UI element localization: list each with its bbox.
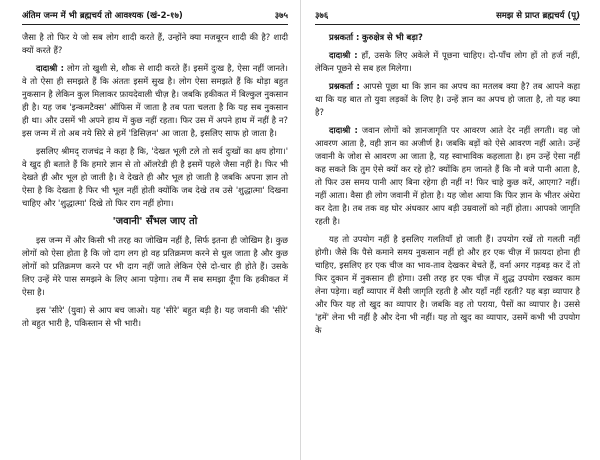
left-running-head: अंतिम जन्म में भी ब्रह्मचर्य तो आवश्यक (खं-2-१७): [22, 10, 183, 21]
paragraph: यह तो उपयोग नहीं है इसलिए गलतियाँ हो जाती हैं। उपयोग रखें तो गलती नहीं होगी। जैसे कि पैसे कमाने समय नुकसान नहीं हो और हर एक चीज़ में फ़ायदा होना ही चाहिए, इसलिए हर एक चीज का भाव-ताव देखकर बेचते हैं, वर्ना अगर गड़बड़ कर दें तो फिर दुकान में नुकसान ही होगा। उसी तरह हर एक चीज़ में शुद्ध उपयोग रखकर काम लेना पड़ेगा। वहाँ व्यापार में वैसी जागृति रहती है और यहाँ नहीं रहती? यह बड़ा व्यापार है और फिर यह तो खुद का व्यापार है। जबकि वह तो पराया, पैसों का व्यापार है। उससे 'हमें' लेना भी नहीं है और देना भी नहीं। यह तो खुद का व्यापार, उसमें कभी भी उपयोग के: [315, 234, 580, 335]
paragraph: इस 'सीरे' (युवा) से आप बच जाओ। यह 'सीरे' बहुत बड़ी है। यह जवानी की 'सीरे' तो बहुत भारी है, पकिस्तान से भी भारी।: [22, 305, 288, 328]
right-body: [315, 31, 580, 337]
paragraph: इस जन्म में और किसी भी तरह का जोखिम नहीं है, सिर्फ इतना ही जोखिम है। कुछ लोगों को ऐसा होता है कि जो दाग लग हो वह प्रतिक्रमण करने से धुल जाता है और कुछ लोगों को प्रतिक्रमण करने पर भी दाग नहीं जाते लेकिन ऐसे दो-चार ही होते हैं। उसके लिए उन्हें मेरे पास समझने के लिए आना पड़ेगा। तब मैं सब समझा दूँगा कि हकीकत में ऐसा है।: [22, 235, 288, 297]
paragraph: दादाश्री : लोग तो खुशी से, शौक से शादी करते हैं। इसमें दुःख है, ऐसा नहीं जानते। वे तो ऐसा ही समझते हैं कि अंततः इसमें सुख है। लोग ऐसा समझते हैं कि थोड़ा बहुत नुकसान है लेकिन कुल मिलाकर फ़ायदेवाली चीज़ है। जबकि हकीकत में बिल्कुल नुकसान ही है। यह जब 'इन्कमटैक्स' ऑफिस में जाता है तब पता चलता है कि यह सब नुकसान ही था। और उसमें भी अपने हाथ में कुछ नहीं रहता। फिर उस में अपने हाथ में नहीं है न? इस जन्म में तो अब नये सिरे से हमें 'डिसिज़न' आ जाता है, इसलिए साफ हो जाता है।: [22, 63, 288, 138]
left-body: [22, 31, 288, 330]
right-running-head: समझ से प्राप्त ब्रह्मचर्य (पू): [496, 10, 580, 21]
right-page-number: ३७६: [315, 10, 329, 21]
left-header-rule: [22, 24, 288, 25]
speaker-label: दादाश्री :: [329, 50, 358, 60]
right-header-rule: [315, 24, 580, 25]
section-heading: 'जवानी' सँभल जाए तो: [112, 216, 198, 227]
right-header: [315, 8, 580, 22]
speaker-label: प्रश्नकर्ता :: [329, 81, 360, 91]
paragraph: जैसा है तो फिर ये जो सब लोग शादी करते हैं, उन्होंने क्या मजबूरन शादी की है? शादी क्यों करते हैं?: [22, 32, 288, 55]
paragraph: दादाश्री : जवान लोगों को ज्ञानजागृति पर आवरण आते देर नहीं लगती। वह जो आवरण आता है, वही ज्ञान का अजीर्ण है। जबकि बड़ों को ऐसे आवरण नहीं आते। उन्हें जवानी के जोश से आवरण आ जाता है, यह स्वाभाविक कहलाता है। हम उन्हें ऐसा नहीं कह सकते कि तुम ऐसे क्यों कर रहे हो? क्योंकि हम जानते हैं कि नौ बजे पानी आता है, तो फिर उस समय पानी आए बिना रहेगा ही नहीं न! फिर चाहे कुछ करें, आएगा? नहीं। नहीं आता। वैसा ही लोग जवानी में होता है। यह जोश आया कि फिर ज्ञान के भीतर अंधेरा कर देता है। तब तक वह घोर अंधकार आप बड़ी उम्रवालों को नहीं होता। आपको जागृति रहती है।: [315, 125, 580, 226]
speaker-label: दादाश्री :: [36, 63, 64, 73]
paragraph: प्रश्नकर्ता : कुरुक्षेत्र से भी बड़ा?: [329, 32, 423, 42]
speaker-label: दादाश्री :: [329, 125, 358, 135]
paragraph: प्रश्नकर्ता : आपसे पूछा था कि ज्ञान का अपच का मतलब क्या है? तब आपने कहा था कि यह बात तो युवा लड़कों के लिए है। उन्हें ज्ञान का अपच हो जाता है, तो यह क्या है?: [315, 81, 580, 117]
paragraph: इसलिए श्रीमद् राजचंद्र ने कहा है कि, 'देखत भूली टले तो सर्व दुःखों का क्षय होगा।' वे खुद ही बताते हैं कि हमारे ज्ञान से तो ऑलरेडी ही है इसमें पहले जैसा नहीं है। फिर भी देखते ही और भूल हो जाती है। वे देखते ही और भूल हो जाती है जबकि अपना ज्ञान तो ऐसा है कि देखता है फिर भी भूल नहीं होती क्योंकि जब देखे तब उसे 'शुद्धात्मा' दिखना चाहिए और 'शुद्धात्मा' दिखे तो फिर राग नहीं होगा।: [22, 146, 288, 208]
paragraph: दादाश्री : हाँ, उसके लिए अकेले में पूछना चाहिए। दो-पाँच लोग हों तो हर्ज नहीं, लेकिन पूछने से सब हल मिलेगा।: [315, 50, 580, 73]
left-header: [22, 8, 288, 22]
right-page: [300, 0, 600, 460]
left-page-number: ३७५: [274, 10, 288, 21]
speaker-label: प्रश्नकर्ता :: [329, 32, 360, 42]
